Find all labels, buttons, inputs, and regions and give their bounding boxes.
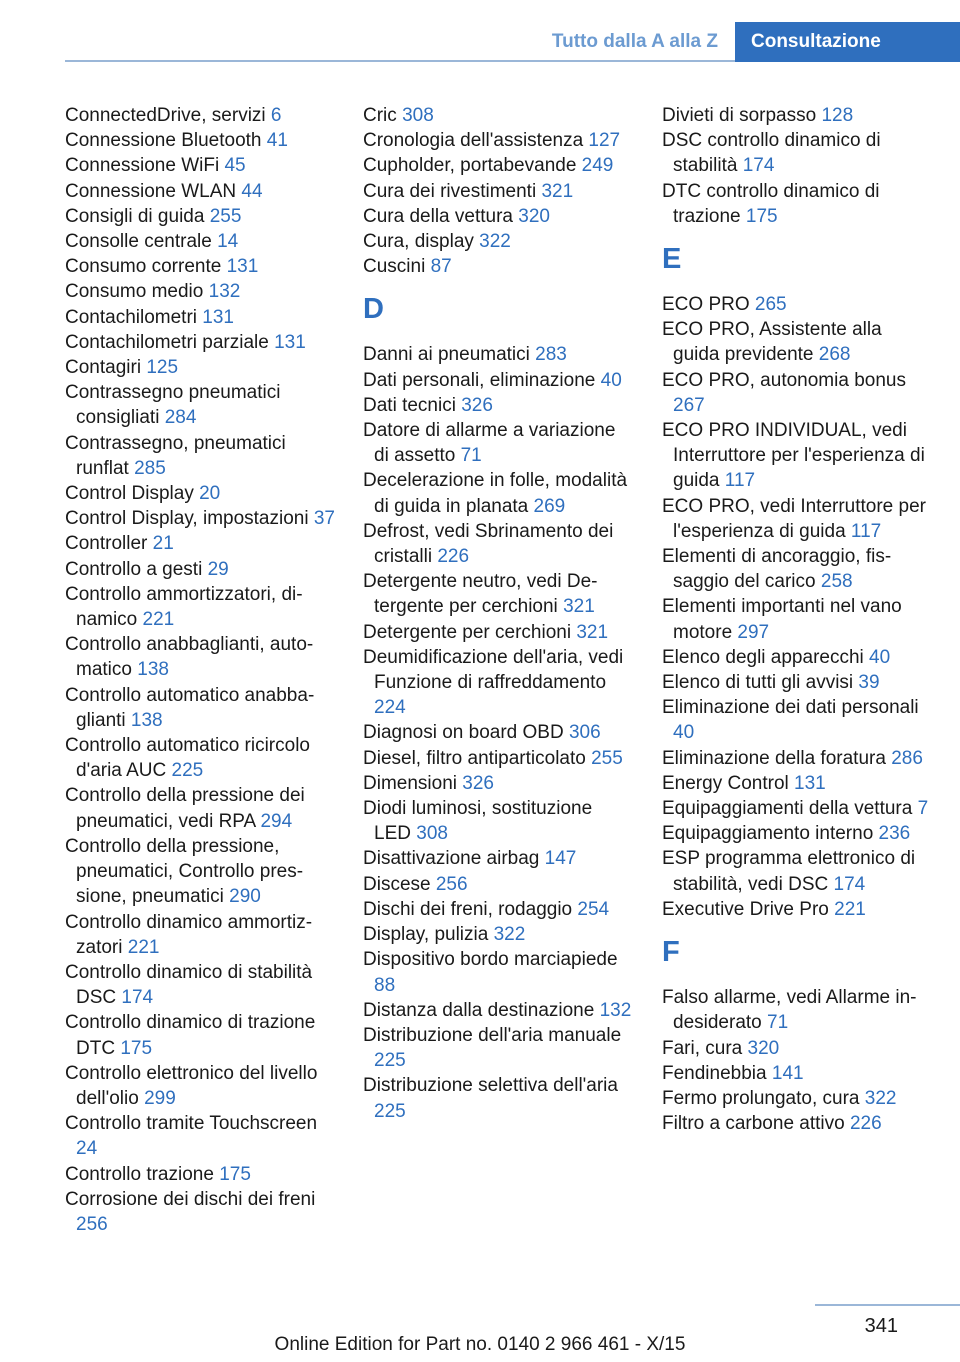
page-link[interactable]: 286: [891, 747, 923, 769]
index-entry-text: Contachilometri parziale: [65, 331, 275, 353]
index-entry-text: Decelerazione in folle, modalità di guida in planata: [363, 470, 628, 517]
index-entry-text: Controllo a gesti: [65, 558, 208, 580]
index-entry-text: Controllo automatico anabbaglianti: [65, 684, 315, 731]
page-link[interactable]: 131: [226, 256, 259, 278]
index-entry: [65, 279, 335, 304]
index-entry-text: Dati tecnici: [363, 394, 462, 416]
index-column-3: [662, 103, 932, 1136]
index-entry-text: Danni ai pneumatici: [363, 344, 536, 366]
edition-note: Online Edition for Part no. 0140 2 966 461 - X/15: [274, 1334, 686, 1355]
index-entry: [363, 846, 633, 871]
page-link[interactable]: 297: [737, 621, 770, 643]
index-entry: [363, 229, 633, 254]
index-letter-heading: D: [363, 293, 384, 326]
index-entry: [65, 1061, 335, 1111]
index-entry-text: Consumo corrente: [65, 256, 227, 278]
index-entry-text: Corrosione dei dischi dei freni: [65, 1188, 316, 1210]
index-entry-text: Fermo prolungato, cura: [662, 1087, 865, 1109]
page-link[interactable]: 29: [207, 558, 229, 580]
index-entry-text: Falso allarme, vedi Allarme indesiderato: [662, 987, 917, 1034]
index-entry-text: ECO PRO, autonomia bonus: [662, 369, 906, 391]
page-link[interactable]: 236: [878, 823, 911, 845]
index-entry: [363, 254, 633, 279]
index-entry-text: Disattivazione airbag: [363, 848, 545, 870]
index-entry-text: Connessione WLAN: [65, 180, 242, 202]
page-link[interactable]: 174: [742, 155, 775, 177]
index-entry: [65, 1162, 335, 1187]
section-title: Tutto dalla A alla Z: [551, 31, 718, 52]
index-entry: [65, 355, 335, 380]
index-entry: [662, 796, 932, 821]
page-link[interactable]: 321: [563, 596, 595, 618]
index-entry: [65, 305, 335, 330]
index-entry: [662, 103, 932, 128]
page-link[interactable]: 20: [199, 483, 221, 505]
index-entry: [363, 1073, 633, 1123]
page-link[interactable]: 138: [137, 659, 169, 681]
page-link[interactable]: 71: [767, 1012, 789, 1034]
index-entry: [65, 1187, 335, 1237]
page-link[interactable]: 265: [754, 294, 787, 316]
index-entry-text: Defrost, vedi Sbrinamento dei cristalli: [363, 520, 614, 568]
index-entry: [363, 368, 633, 393]
page-link[interactable]: 321: [541, 180, 574, 202]
footer-rule: [815, 1304, 960, 1306]
index-entry-text: DSC controllo dinamico di stabilità: [662, 130, 881, 177]
page-link[interactable]: 226: [437, 546, 470, 568]
index-entry: [65, 153, 335, 178]
index-entry-text: Diesel, filtro antiparticolato: [363, 747, 592, 769]
index-entry-text: Eliminazione dei dati personali: [662, 697, 919, 719]
page-link[interactable]: 322: [864, 1087, 897, 1109]
index-entry-text: Fari, cura: [662, 1037, 748, 1059]
index-entry: [662, 317, 932, 367]
index-entry-text: Contagiri: [65, 357, 147, 379]
index-entry: [662, 179, 932, 229]
index-entry: [662, 846, 932, 896]
index-entry-text: Diodi luminosi, sostituzione LED: [363, 798, 593, 845]
page-link[interactable]: 269: [533, 495, 566, 517]
index-entry-text: Controllo della pressione, pneumatici, Controllo pressione, pneumatici: [65, 835, 304, 908]
index-entry-text: ECO PRO, Assistente alla guida previdente: [662, 319, 882, 366]
index-entry: [65, 330, 335, 355]
index-entry-text: Distribuzione selettiva dell'aria: [363, 1075, 618, 1097]
index-entry-text: Controllo trazione: [65, 1163, 220, 1185]
page-link[interactable]: 308: [402, 105, 434, 126]
index-entry: [662, 746, 932, 771]
index-entry: [363, 998, 633, 1023]
index-entry-text: Equipaggiamento interno: [662, 823, 879, 845]
page-link[interactable]: 39: [858, 672, 880, 694]
index-entry-text: Eliminazione della foratura: [662, 747, 892, 769]
index-entry-text: Dispositivo bordo marciapiede: [363, 949, 618, 971]
index-entry: [662, 1086, 932, 1111]
index-entry: [363, 393, 633, 418]
index-entry-text: Datore di allarme a variazione di assetto: [363, 420, 616, 467]
page-link[interactable]: 175: [120, 1037, 153, 1059]
page-link[interactable]: 141: [771, 1062, 804, 1084]
index-entry-text: Cura, display: [363, 231, 480, 253]
index-entry: [662, 544, 932, 594]
page-link[interactable]: 249: [581, 155, 614, 177]
index-entry-text: Controllo elettronico del livello dell'olio: [65, 1062, 318, 1109]
index-entry: [363, 103, 633, 128]
index-entry: [65, 683, 335, 733]
chapter-tab: Consultazione: [735, 22, 960, 62]
index-entry-text: Consumo medio: [65, 281, 209, 303]
index-entry-text: Cura dei rivestimenti: [363, 180, 542, 202]
page-link[interactable]: 117: [724, 470, 756, 492]
index-letter-heading: E: [662, 243, 682, 276]
page-link[interactable]: 45: [224, 155, 246, 177]
page-link[interactable]: 125: [146, 357, 179, 379]
index-entry-text: Controllo della pressione dei pneumatici, vedi RPA: [65, 785, 305, 832]
index-entry: [65, 632, 335, 682]
index-entry: [363, 645, 633, 721]
index-entry: [363, 179, 633, 204]
index-entry-text: Divieti di sorpasso: [662, 105, 822, 126]
page-link[interactable]: 255: [591, 747, 623, 769]
page-link[interactable]: 285: [134, 457, 166, 479]
index-entry-text: Detergente per cerchioni: [363, 621, 577, 643]
page-link[interactable]: 128: [821, 105, 854, 126]
page-link[interactable]: 294: [260, 810, 293, 832]
index-entry-text: Executive Drive Pro: [662, 898, 835, 920]
page-link[interactable]: 131: [274, 331, 306, 353]
index-entry: [363, 796, 633, 846]
index-entry-text: Control Display: [65, 483, 200, 505]
page-link[interactable]: 226: [849, 1113, 882, 1135]
page-link[interactable]: 131: [794, 772, 826, 794]
index-entry-text: Contrassegno pneumatici consigliati: [65, 382, 281, 429]
index-entry-text: Controllo tramite Touchscreen: [65, 1113, 318, 1135]
page-link[interactable]: 117: [850, 520, 882, 542]
page-link[interactable]: 320: [747, 1037, 780, 1059]
index-entry-text: Controllo anabbaglianti, automatico: [65, 634, 314, 681]
index-entry: [662, 985, 932, 1035]
index-entry-text: Cuscini: [363, 256, 431, 278]
index-entry: [65, 960, 335, 1010]
page-link[interactable]: 21: [152, 533, 174, 555]
page-link[interactable]: 284: [164, 407, 197, 429]
index-entry: [662, 1036, 932, 1061]
page-link[interactable]: 308: [416, 823, 448, 845]
index-entry: [363, 519, 633, 569]
index-entry: [363, 418, 633, 468]
index-entry-text: ConnectedDrive, servizi: [65, 105, 271, 126]
index-entry: [65, 431, 335, 481]
index-entry: [363, 947, 633, 997]
index-entry-text: ECO PRO INDIVIDUAL, vedi Interruttore per l'esperienza di guida: [662, 420, 925, 492]
index-entry: [662, 1061, 932, 1086]
index-entry-text: Cura della vettura: [363, 205, 519, 227]
index-entry: [65, 506, 335, 531]
index-column-2: [363, 103, 633, 1124]
index-entry: [65, 834, 335, 910]
page-link[interactable]: 71: [460, 445, 482, 467]
index-entry-text: Display, pulizia: [363, 924, 494, 946]
page-link[interactable]: 7: [917, 798, 929, 820]
index-entry-text: Cupholder, portabevande: [363, 155, 582, 177]
page-link[interactable]: 267: [673, 394, 705, 416]
index-entry-text: Control Display, impostazioni: [65, 508, 314, 530]
index-entry: [662, 771, 932, 796]
page-link[interactable]: 132: [208, 281, 241, 303]
page-link[interactable]: 147: [544, 848, 577, 870]
page-link[interactable]: 299: [144, 1087, 176, 1109]
index-entry-text: Energy Control: [662, 772, 795, 794]
page-link[interactable]: 322: [493, 924, 526, 946]
index-entry: [65, 733, 335, 783]
index-entry-text: Discese: [363, 873, 436, 895]
page-link[interactable]: 138: [130, 709, 163, 731]
index-entry-text: Connessione Bluetooth: [65, 130, 267, 152]
page-link[interactable]: 255: [209, 205, 242, 227]
index-entry-text: Controllo dinamico di trazione DTC: [65, 1012, 316, 1059]
index-entry: [65, 531, 335, 556]
index-entry-text: Elenco degli apparecchi: [662, 646, 870, 668]
index-entry-text: Elenco di tutti gli avvisi: [662, 672, 859, 694]
index-entry-text: Deumidificazione dell'aria, vedi Funzione di raffreddamento: [363, 646, 624, 694]
index-entry: [363, 153, 633, 178]
index-entry: [363, 204, 633, 229]
page-link[interactable]: 88: [374, 974, 396, 996]
page-link[interactable]: 225: [374, 1100, 406, 1122]
index-entry: [662, 1111, 932, 1136]
page-link[interactable]: 40: [673, 722, 695, 744]
index-entry: [662, 645, 932, 670]
page-link[interactable]: 306: [568, 722, 601, 744]
index-entry-text: Cronologia dell'assistenza: [363, 130, 589, 152]
index-entry: [662, 594, 932, 644]
index-entry-text: Diagnosi on board OBD: [363, 722, 569, 744]
index-entry-text: Contrassegno, pneumatici runflat: [65, 432, 286, 479]
index-entry: [65, 582, 335, 632]
index-entry: [363, 746, 633, 771]
page-link[interactable]: 6: [270, 105, 282, 126]
page-link[interactable]: 127: [588, 130, 621, 152]
page-link[interactable]: 175: [219, 1163, 251, 1185]
index-entry-text: Connessione WiFi: [65, 155, 225, 177]
page-link[interactable]: 132: [599, 999, 632, 1021]
index-entry: [662, 368, 932, 418]
page-link[interactable]: 44: [241, 180, 263, 202]
index-entry: [65, 557, 335, 582]
index-entry: [662, 128, 932, 178]
index-entry: [662, 670, 932, 695]
page-link[interactable]: 221: [834, 898, 866, 920]
index-entry: [662, 292, 932, 317]
index-entry: [363, 128, 633, 153]
page-link[interactable]: 256: [435, 873, 468, 895]
index-entry: [65, 229, 335, 254]
index-entry-text: Controllo ammortizzatori, dinamico: [65, 583, 303, 631]
page-link[interactable]: 24: [76, 1138, 98, 1160]
page-link[interactable]: 322: [479, 231, 511, 253]
index-entry-text: Elementi importanti nel vano motore: [662, 596, 902, 643]
page-link[interactable]: 326: [461, 394, 493, 416]
index-entry: [662, 897, 932, 922]
index-entry-text: Elementi di ancoraggio, fissaggio del carico: [662, 546, 892, 593]
page-link[interactable]: 256: [76, 1213, 108, 1235]
index-entry: [65, 128, 335, 153]
index-entry: [65, 910, 335, 960]
index-entry-text: Cric: [363, 105, 403, 126]
page-link[interactable]: 258: [820, 571, 853, 593]
index-entry: [65, 783, 335, 833]
index-entry-text: Equipaggiamenti della vettura: [662, 798, 918, 820]
page-link[interactable]: 221: [127, 936, 160, 958]
index-entry-text: Fendinebbia: [662, 1062, 772, 1084]
page-link[interactable]: 225: [171, 760, 204, 782]
index-entry: [363, 468, 633, 518]
index-entry: [65, 103, 335, 128]
index-entry-text: ECO PRO: [662, 294, 755, 316]
index-entry: [65, 380, 335, 430]
index-entry: [65, 1111, 335, 1161]
index-entry-text: Contachilometri: [65, 306, 203, 328]
index-entry: [363, 620, 633, 645]
page-link[interactable]: 254: [577, 898, 610, 920]
index-entry: [363, 1023, 633, 1073]
page-link[interactable]: 321: [576, 621, 609, 643]
index-entry-text: Consolle centrale: [65, 231, 218, 253]
index-entry: [363, 922, 633, 947]
page-link[interactable]: 283: [535, 344, 567, 366]
index-entry-text: Dischi dei freni, rodaggio: [363, 898, 578, 920]
index-entry-text: Filtro a carbone attivo: [662, 1113, 850, 1135]
index-entry-text: ECO PRO, vedi Interruttore per l'esperienza di guida: [662, 495, 926, 542]
index-entry: [65, 1010, 335, 1060]
index-entry-text: Dimensioni: [363, 772, 463, 794]
page-link[interactable]: 174: [121, 987, 154, 1009]
index-entry: [65, 204, 335, 229]
page-link[interactable]: 320: [518, 205, 550, 227]
index-entry: [65, 481, 335, 506]
index-entry-text: Controller: [65, 533, 153, 555]
page-link[interactable]: 37: [313, 508, 335, 530]
index-entry-text: Controllo automatico ricircolo d'aria AUC: [65, 735, 310, 782]
index-entry: [363, 897, 633, 922]
index-entry: [363, 720, 633, 745]
page-link[interactable]: 326: [462, 772, 494, 794]
page-link[interactable]: 268: [818, 344, 851, 366]
page-link[interactable]: 290: [229, 886, 261, 908]
index-entry-text: Consigli di guida: [65, 205, 210, 227]
page-link[interactable]: 41: [266, 130, 288, 152]
page-link[interactable]: 87: [430, 256, 452, 278]
page-link[interactable]: 14: [217, 231, 239, 253]
page-link[interactable]: 224: [374, 697, 406, 719]
index-entry: [662, 821, 932, 846]
index-entry: [363, 771, 633, 796]
page-link[interactable]: 221: [142, 609, 175, 631]
index-entry: [662, 695, 932, 745]
index-entry: [65, 254, 335, 279]
index-entry: [363, 569, 633, 619]
index-entry-text: Controllo dinamico di stabilità DSC: [65, 961, 313, 1009]
index-entry: [662, 418, 932, 494]
page-link[interactable]: 40: [600, 369, 622, 391]
index-entry: [65, 179, 335, 204]
page-link[interactable]: 174: [833, 873, 866, 895]
page-link[interactable]: 40: [869, 646, 891, 668]
index-entry-text: ESP programma elettronico di stabilità, vedi DSC: [662, 848, 916, 895]
index-entry-text: Dati personali, eliminazione: [363, 369, 601, 391]
index-entry-text: Detergente neutro, vedi Detergente per cerchioni: [363, 571, 598, 618]
index-entry-text: DTC controllo dinamico di trazione: [662, 180, 880, 227]
index-entry: [363, 872, 633, 897]
index-entry: [363, 342, 633, 367]
index-column-1: [65, 103, 335, 1237]
page-number: 341: [864, 1315, 898, 1337]
page-link[interactable]: 131: [202, 306, 234, 328]
index-entry-text: Controllo dinamico ammortizzatori: [65, 911, 313, 958]
index-entry: [662, 494, 932, 544]
index-letter-heading: F: [662, 936, 680, 969]
page-link[interactable]: 225: [374, 1050, 406, 1072]
page-link[interactable]: 175: [745, 205, 778, 227]
index-entry-text: Distanza dalla destinazione: [363, 999, 600, 1021]
index-entry-text: Distribuzione dell'aria manuale: [363, 1024, 622, 1046]
